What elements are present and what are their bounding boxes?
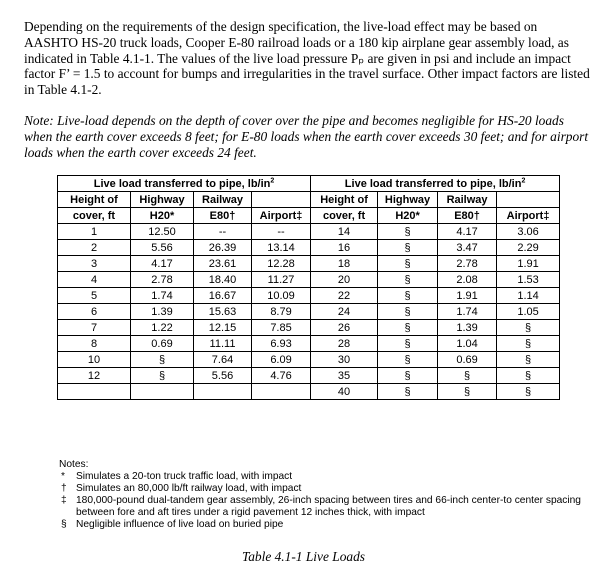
cell: 12.50 bbox=[131, 224, 194, 240]
header-highway-line1: Highway bbox=[378, 192, 438, 208]
cell: -- bbox=[194, 224, 252, 240]
cell: § bbox=[378, 224, 438, 240]
note-text: Simulates an 80,000 lb/ft railway load, with impact bbox=[76, 483, 302, 494]
header-highway-line2: H20* bbox=[131, 208, 194, 224]
cell: § bbox=[378, 256, 438, 272]
table-row bbox=[58, 352, 560, 368]
cell: 26.39 bbox=[194, 240, 252, 256]
header-railway-line2: E80† bbox=[194, 208, 252, 224]
cell: 5.56 bbox=[194, 368, 252, 384]
header-height-line2: cover, ft bbox=[58, 208, 131, 224]
cell: 1.91 bbox=[497, 256, 560, 272]
table-row bbox=[58, 256, 560, 272]
cell: 1 bbox=[58, 224, 131, 240]
cell: 30 bbox=[311, 352, 378, 368]
cell bbox=[252, 384, 311, 400]
table-row bbox=[58, 304, 560, 320]
cell: 7.85 bbox=[252, 320, 311, 336]
cell: 24 bbox=[311, 304, 378, 320]
header-airport: Airport‡ bbox=[252, 208, 311, 224]
table-row bbox=[58, 288, 560, 304]
note-item bbox=[59, 483, 599, 495]
cell: 1.91 bbox=[438, 288, 497, 304]
header-railway-line2: E80† bbox=[438, 208, 497, 224]
note-text: 180,000-pound dual-tandem gear assembly, 26-inch spacing between tires and 66-inch center-to center spacing between fore and aft tires under a rigid pavement 12 inches thick, with impact bbox=[76, 495, 581, 518]
cell: 20 bbox=[311, 272, 378, 288]
cell: 2.08 bbox=[438, 272, 497, 288]
cell: § bbox=[131, 352, 194, 368]
cell: § bbox=[438, 368, 497, 384]
cell: § bbox=[438, 384, 497, 400]
cell: 0.69 bbox=[438, 352, 497, 368]
cell: 16 bbox=[311, 240, 378, 256]
cell: 6 bbox=[58, 304, 131, 320]
note-mark: * bbox=[61, 471, 65, 482]
cell: 1.39 bbox=[438, 320, 497, 336]
cell: 3.47 bbox=[438, 240, 497, 256]
group-title-left: Live load transferred to pipe, $lb/in^2$ bbox=[58, 176, 311, 192]
cell: 1.74 bbox=[438, 304, 497, 320]
note-mark: ‡ bbox=[61, 495, 67, 506]
cell: 1.53 bbox=[497, 272, 560, 288]
cell: 2.78 bbox=[438, 256, 497, 272]
cell: § bbox=[378, 368, 438, 384]
cell: 4.17 bbox=[438, 224, 497, 240]
cell: 0.69 bbox=[131, 336, 194, 352]
cell: § bbox=[497, 336, 560, 352]
cell: § bbox=[497, 352, 560, 368]
group-title-right: Live load transferred to pipe, $lb/in^2$ bbox=[311, 176, 560, 192]
cell bbox=[58, 384, 131, 400]
cell: § bbox=[378, 304, 438, 320]
header-highway-line2: H20* bbox=[378, 208, 438, 224]
cell: § bbox=[497, 368, 560, 384]
cell: § bbox=[378, 272, 438, 288]
intro-paragraph: Depending on the requirements of the design specification, the live-load effect may be based on AASHTO HS-20 truck loads, Cooper E-80 railroad loads or a 180 kip airplane gear assembly load, as indicated in Table 4.1-1. The values of the live load pressure Pₚ are given in psi and include an impact factor F’ = 1.5 to account for bumps and irregularities in the travel surface. Other impact factors are listed in Table 4.1-2. bbox=[24, 19, 590, 97]
notes bbox=[59, 459, 599, 531]
cell: 18.40 bbox=[194, 272, 252, 288]
notes-heading: Notes: bbox=[59, 459, 89, 470]
note-item bbox=[59, 495, 599, 519]
note-mark: § bbox=[61, 519, 67, 530]
depth-note: Note: Live-load depends on the depth of cover over the pipe and becomes negligible for HS-20 loads when the earth cover exceeds 8 feet; for E-80 loads when the earth cover exceeds 30 feet; and for airport loads when the earth cover exceeds 24 feet. bbox=[24, 113, 589, 160]
table-row bbox=[58, 336, 560, 352]
cell: 7 bbox=[58, 320, 131, 336]
cell: 26 bbox=[311, 320, 378, 336]
cell: 12.28 bbox=[252, 256, 311, 272]
cell: 15.63 bbox=[194, 304, 252, 320]
cell bbox=[131, 384, 194, 400]
note-text: Negligible influence of live load on buried pipe bbox=[76, 519, 284, 530]
note-mark: † bbox=[61, 483, 67, 494]
table-row bbox=[58, 272, 560, 288]
cell: 5.56 bbox=[131, 240, 194, 256]
cell: 1.22 bbox=[131, 320, 194, 336]
cell: 22 bbox=[311, 288, 378, 304]
cell: 40 bbox=[311, 384, 378, 400]
cell: 6.93 bbox=[252, 336, 311, 352]
cell: 6.09 bbox=[252, 352, 311, 368]
cell: 5 bbox=[58, 288, 131, 304]
cell: 3 bbox=[58, 256, 131, 272]
cell: 16.67 bbox=[194, 288, 252, 304]
header-railway-line1: Railway bbox=[438, 192, 497, 208]
cell: 4.76 bbox=[252, 368, 311, 384]
table-row bbox=[58, 384, 560, 400]
note-item bbox=[59, 471, 599, 483]
cell: § bbox=[378, 320, 438, 336]
cell: 14 bbox=[311, 224, 378, 240]
cell: 12 bbox=[58, 368, 131, 384]
table-row bbox=[58, 368, 560, 384]
live-load-table bbox=[57, 175, 560, 400]
cell: 11.11 bbox=[194, 336, 252, 352]
cell: 1.05 bbox=[497, 304, 560, 320]
table-body bbox=[58, 224, 560, 400]
cell: 11.27 bbox=[252, 272, 311, 288]
header-height-line1: Height of bbox=[311, 192, 378, 208]
cell: § bbox=[497, 320, 560, 336]
note-text: Simulates a 20-ton truck traffic load, with impact bbox=[76, 471, 293, 482]
cell: § bbox=[378, 336, 438, 352]
cell: 2.29 bbox=[497, 240, 560, 256]
table-row bbox=[58, 240, 560, 256]
cell: 1.39 bbox=[131, 304, 194, 320]
cell: 7.64 bbox=[194, 352, 252, 368]
cell bbox=[194, 384, 252, 400]
cell: 12.15 bbox=[194, 320, 252, 336]
cell: 2 bbox=[58, 240, 131, 256]
cell: 35 bbox=[311, 368, 378, 384]
header-airport-blank bbox=[497, 192, 560, 208]
cell: § bbox=[131, 368, 194, 384]
cell: 8 bbox=[58, 336, 131, 352]
header-height-line2: cover, ft bbox=[311, 208, 378, 224]
cell: 28 bbox=[311, 336, 378, 352]
header-airport-blank bbox=[252, 192, 311, 208]
header-highway-line1: Highway bbox=[131, 192, 194, 208]
cell: 1.04 bbox=[438, 336, 497, 352]
cell: 13.14 bbox=[252, 240, 311, 256]
cell: 4 bbox=[58, 272, 131, 288]
cell: 2.78 bbox=[131, 272, 194, 288]
table-row bbox=[58, 320, 560, 336]
cell: 1.74 bbox=[131, 288, 194, 304]
header-height-line1: Height of bbox=[58, 192, 131, 208]
cell: -- bbox=[252, 224, 311, 240]
cell: § bbox=[497, 384, 560, 400]
table-row bbox=[58, 224, 560, 240]
cell: 4.17 bbox=[131, 256, 194, 272]
header-airport: Airport‡ bbox=[497, 208, 560, 224]
cell: 23.61 bbox=[194, 256, 252, 272]
cell: 3.06 bbox=[497, 224, 560, 240]
cell: § bbox=[378, 384, 438, 400]
cell: § bbox=[378, 288, 438, 304]
cell: 18 bbox=[311, 256, 378, 272]
header-railway-line1: Railway bbox=[194, 192, 252, 208]
table-caption: Table 4.1-1 Live Loads bbox=[241, 549, 365, 564]
cell: 8.79 bbox=[252, 304, 311, 320]
cell: § bbox=[378, 352, 438, 368]
cell: 1.14 bbox=[497, 288, 560, 304]
note-item bbox=[59, 519, 599, 531]
cell: § bbox=[378, 240, 438, 256]
cell: 10.09 bbox=[252, 288, 311, 304]
cell: 10 bbox=[58, 352, 131, 368]
